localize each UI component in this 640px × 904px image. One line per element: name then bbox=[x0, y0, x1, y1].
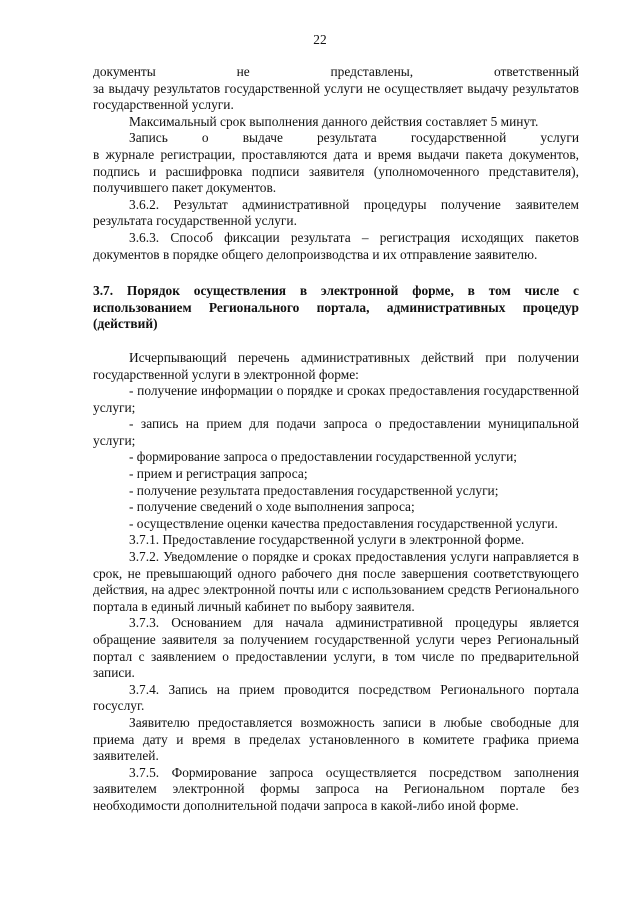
list-item: - прием и регистрация запроса; bbox=[129, 466, 308, 482]
list-item: - получение результата предоставления государственной услуги; bbox=[129, 482, 499, 498]
list-item: - получение сведений о ходе выполнения запроса; bbox=[129, 499, 415, 515]
paragraph: 3.7.2. Уведомление о порядке и сроках предоставления услуги направляется в срок, не превышающий одного рабочего дня после завершения соответствующего действия, на адрес электронной почты или с использованием средств Регионального портала в единый личный кабинет по выбору заявителя. bbox=[93, 549, 579, 614]
list-item: - формирование запроса о предоставлении государственной услуги; bbox=[129, 449, 517, 465]
paragraph: документы не представлены, ответственный bbox=[93, 64, 579, 79]
paragraph: Запись о выдаче результата государственной услуги bbox=[129, 130, 579, 146]
page-number: 22 bbox=[313, 32, 327, 47]
paragraph: за выдачу результатов государственной услуги не осуществляет выдачу результатов государственной услуги. bbox=[93, 80, 579, 113]
paragraph: Исчерпывающий перечень административных действий при получении государственной услуги в электронной форме: bbox=[93, 349, 579, 382]
paragraph: 3.6.2. Результат административной процедуры получение заявителем результата государственной услуги. bbox=[93, 196, 579, 229]
paragraph: Максимальный срок выполнения данного действия составляет 5 минут. bbox=[129, 113, 539, 129]
paragraph: Заявителю предоставляется возможность записи в любые свободные для приема дату и время в пределах установленного в комитете графика приема заявителей. bbox=[93, 714, 579, 764]
list-item: - запись на прием для подачи запроса о предоставлении муниципальной услуги; bbox=[93, 416, 579, 448]
section-heading: 3.7. Порядок осуществления в электронной форме, в том числе с использованием Регионального портала, административных процедур (действий) bbox=[93, 283, 579, 332]
paragraph: 3.7.5. Формирование запроса осуществляется посредством заполнения заявителем электронной формы запроса на Региональном портале без необходимости дополнительной подачи запроса в какой-либо иной форме. bbox=[93, 764, 579, 813]
list-item: - получение информации о порядке и сроках предоставления государственной услуги; bbox=[93, 383, 579, 415]
paragraph: 3.7.3. Основанием для начала административной процедуры является обращение заявителя за получением государственной услуги через Региональный портал с заявлением о предоставлении услуги, в том числе по предварительной записи. bbox=[93, 615, 579, 681]
document-body bbox=[93, 64, 579, 815]
paragraph: 3.7.1. Предоставление государственной услуги в электронной форме. bbox=[129, 532, 525, 548]
paragraph: 3.6.3. Способ фиксации результата – регистрация исходящих пакетов документов в порядке общего делопроизводства и их отправление заявителю. bbox=[93, 229, 579, 262]
paragraph: в журнале регистрации, проставляются дата и время выдачи пакета документов, подпись и расшифровка подписи заявителя (уполномоченного представителя), получившего пакет документов. bbox=[93, 146, 579, 196]
list-item: - осуществление оценки качества предоставления государственной услуги. bbox=[129, 515, 558, 531]
paragraph: 3.7.4. Запись на прием проводится посредством Регионального портала госуслуг. bbox=[93, 681, 579, 714]
